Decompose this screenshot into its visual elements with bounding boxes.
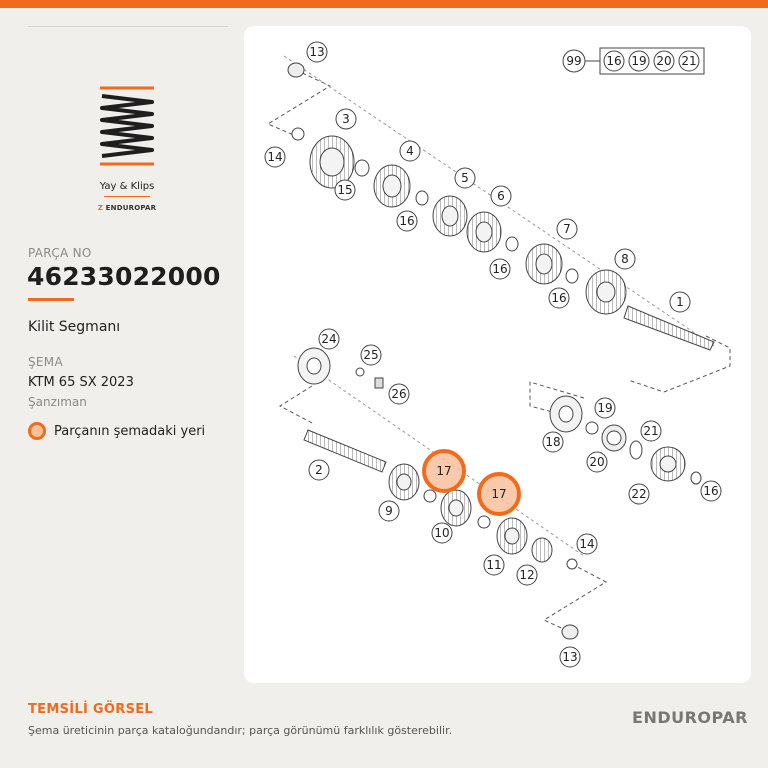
callout-22 [629, 484, 649, 504]
callout-13 [560, 647, 580, 667]
callout-12 [517, 565, 537, 585]
callout-25 [361, 345, 381, 365]
schema-label: ŞEMA [28, 355, 63, 369]
pin-26 [375, 378, 383, 388]
callout-10 [432, 523, 452, 543]
brand-logo-small [60, 204, 194, 212]
highlighted-part-markers [424, 451, 519, 514]
callout-18-text: 18 [545, 435, 561, 449]
callout-11-text: 11 [486, 558, 502, 572]
top-divider [28, 26, 228, 27]
callout-3-text: 3 [342, 112, 350, 126]
callout-1-text: 1 [676, 295, 684, 309]
callout-8-text: 8 [621, 252, 629, 266]
callout-26 [389, 384, 409, 404]
callout-7 [557, 219, 577, 239]
callout-25-text: 25 [363, 348, 379, 362]
callout-19-text: 19 [597, 401, 613, 415]
callout-24-text: 24 [321, 332, 337, 346]
callout-2-text: 2 [315, 463, 323, 477]
callout-7-text: 7 [563, 222, 571, 236]
callout-14 [577, 534, 597, 554]
callout-16-text: 16 [399, 214, 415, 228]
part-group: Şanzıman [28, 395, 87, 409]
highlight-callout-17 [424, 451, 464, 491]
callout-3 [336, 109, 356, 129]
callout-9-text: 9 [385, 504, 393, 518]
footer-title: TEMSİLİ GÖRSEL [28, 702, 153, 717]
callout-9 [379, 501, 399, 521]
callout-16 [701, 481, 721, 501]
callout-15 [335, 180, 355, 200]
set-box-ref: 99 [566, 54, 582, 68]
spring-icon [98, 84, 156, 170]
callout-16-text: 16 [492, 262, 508, 276]
callout-1 [670, 292, 690, 312]
callout-10-text: 10 [434, 526, 450, 540]
set-box-item [604, 51, 624, 71]
callout-13 [307, 42, 327, 62]
bearing-13-bottom [562, 625, 578, 639]
callout-4-text: 4 [406, 144, 414, 158]
callout-14 [265, 147, 285, 167]
callout-8 [615, 249, 635, 269]
callout-19 [595, 398, 615, 418]
set-box-item-text: 20 [656, 54, 672, 68]
set-box-item [679, 51, 699, 71]
category-label: Yay & Klips [99, 181, 155, 192]
shaft-1 [624, 306, 714, 350]
part-number: 46233022000 [27, 262, 221, 291]
callout-16-text: 16 [551, 291, 567, 305]
callout-15-text: 15 [337, 183, 353, 197]
callout-21 [641, 421, 661, 441]
callout-16-text: 16 [703, 484, 719, 498]
brand-mark-icon: Z [97, 204, 104, 212]
spacer-21 [630, 441, 642, 459]
part-no-label: PARÇA NO [28, 246, 92, 260]
footer-brand: ENDUROPAR [632, 708, 748, 727]
callout-11 [484, 555, 504, 575]
gearbox-exploded-diagram [244, 26, 751, 683]
legend-text: Parçanın şemadaki yeri [54, 423, 206, 439]
callout-16 [490, 259, 510, 279]
callout-26-text: 26 [391, 387, 407, 401]
callout-16 [549, 288, 569, 308]
bearing-13-top [288, 63, 304, 77]
brand-logo-text: ENDUROPAR [105, 204, 157, 212]
set-box [563, 48, 704, 74]
callout-14-text: 14 [579, 537, 595, 551]
callout-13-text: 13 [309, 45, 325, 59]
set-box-item-text: 16 [606, 54, 622, 68]
callout-13-text: 13 [562, 650, 578, 664]
set-box-item-text: 21 [681, 54, 697, 68]
callout-21-text: 21 [643, 424, 659, 438]
callout-5-text: 5 [461, 171, 469, 185]
callout-2 [309, 460, 329, 480]
top-accent-bar [0, 0, 768, 8]
callout-18 [543, 432, 563, 452]
part-number-underline [28, 298, 74, 301]
callout-6-text: 6 [497, 189, 505, 203]
gear-12 [532, 538, 552, 562]
callout-24 [319, 329, 339, 349]
callout-16 [397, 211, 417, 231]
callout-20-text: 20 [589, 455, 605, 469]
category-underline [104, 196, 150, 197]
exploded-diagram-panel [244, 26, 751, 683]
set-box-item [654, 51, 674, 71]
set-box-item-text: 19 [631, 54, 647, 68]
vehicle-model: KTM 65 SX 2023 [28, 375, 134, 390]
highlight-callout-17 [479, 474, 519, 514]
callout-20 [587, 452, 607, 472]
highlight-callout-17-text: 17 [491, 487, 507, 501]
callout-12-text: 12 [519, 568, 535, 582]
set-box-item [629, 51, 649, 71]
callout-5 [455, 168, 475, 188]
highlight-callout-17-text: 17 [436, 464, 452, 478]
callout-6 [491, 186, 511, 206]
part-name: Kilit Segmanı [28, 319, 121, 335]
callout-4 [400, 141, 420, 161]
highlight-legend [28, 422, 205, 440]
callout-14-text: 14 [267, 150, 283, 164]
footer-note: Şema üreticinin parça kataloğundandır; parça görünümü farklılık gösterebilir. [28, 724, 453, 737]
highlight-marker-icon [28, 422, 46, 440]
callout-22-text: 22 [631, 487, 647, 501]
